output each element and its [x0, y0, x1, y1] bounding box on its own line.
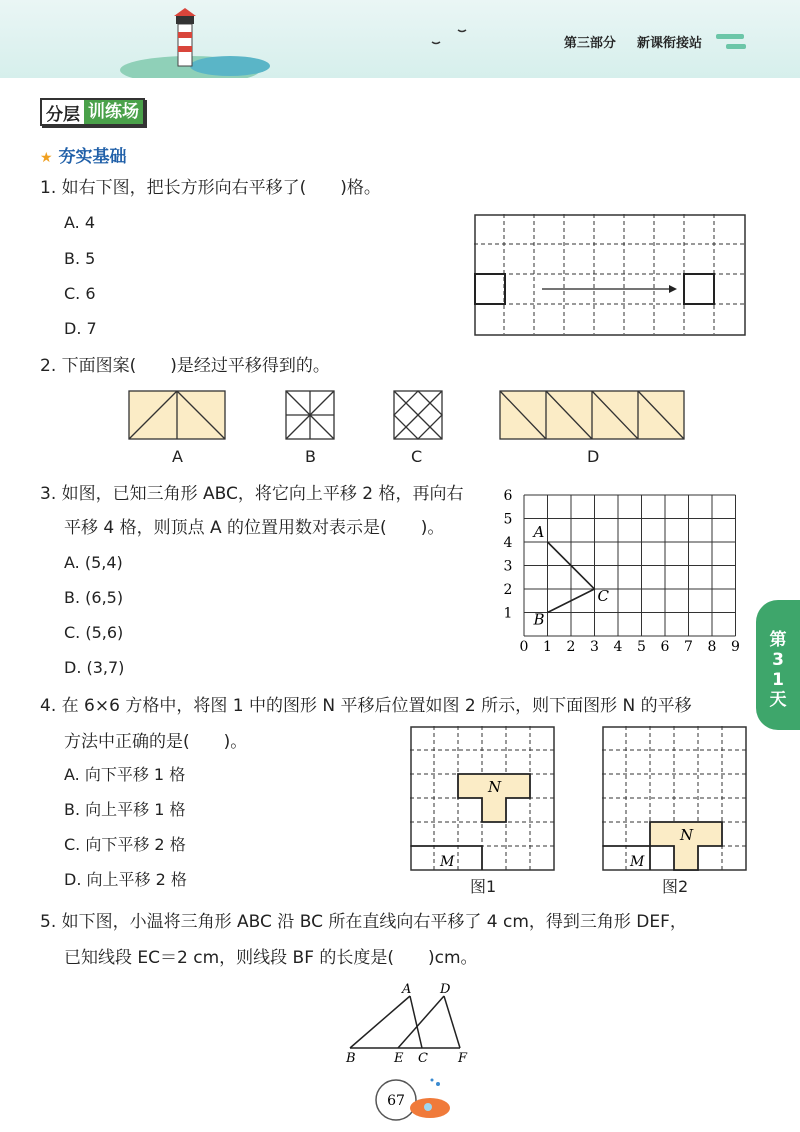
q1-option-a[interactable]: A. 4 — [64, 213, 96, 232]
x-tick-label: 6 — [660, 639, 670, 655]
pattern-d — [500, 391, 684, 439]
q1-option-c[interactable]: C. 6 — [64, 284, 96, 303]
q4-number: 4. — [40, 696, 57, 716]
q5-stem-1: 如下图，小温将三角形 ABC 沿 BC 所在直线向右平移了 4 cm，得到三角形 DEF， — [61, 912, 687, 932]
q3-text-line2: 平移 4 格，则顶点 A 的位置用数对表示是( )。 — [64, 518, 445, 538]
q2-text — [40, 354, 330, 378]
y-tick-label: 3 — [503, 558, 513, 575]
point-label-c: C — [597, 587, 609, 605]
fig2-caption: 图2 — [662, 877, 689, 896]
q2-label-b[interactable]: B — [305, 447, 316, 466]
q5-figure — [340, 982, 480, 1066]
q1-option-b[interactable]: B. 5 — [64, 249, 96, 268]
page-number-badge — [368, 1072, 458, 1126]
q4-option-c[interactable]: C. 向下平移 2 格 — [64, 835, 186, 854]
page-number: 67 — [387, 1093, 405, 1109]
badge-part1: 分层 — [46, 104, 80, 125]
q2-number: 2. — [40, 356, 57, 376]
q4-stem-1: 在 6×6 方格中，将图 1 中的图形 N 平移后位置如图 2 所示，则下面图形 N 的平移 — [61, 696, 692, 716]
y-tick-label: 6 — [503, 488, 513, 504]
q5-number: 5. — [40, 912, 57, 932]
y-tick-label: 5 — [503, 511, 513, 528]
q4-option-a[interactable]: A. 向下平移 1 格 — [64, 765, 186, 784]
pattern-b — [286, 391, 334, 439]
point-d: D — [440, 982, 451, 997]
q2-stem: 下面图案( )是经过平移得到的。 — [61, 356, 330, 376]
q3-option-a[interactable]: A. (5,4) — [64, 553, 123, 572]
q2-label-d[interactable]: D — [587, 447, 600, 466]
shape-m-label-fig1: M — [440, 854, 455, 870]
logo-icon — [716, 34, 746, 49]
q5-text-line2: 已知线段 EC＝2 cm，则线段 BF 的长度是( )cm。 — [64, 948, 478, 968]
shape-n-label-fig2: N — [680, 826, 694, 844]
q2-figures — [124, 386, 694, 446]
q3-option-b[interactable]: B. (6,5) — [64, 588, 124, 607]
x-tick-label: 9 — [731, 639, 740, 655]
q4-option-b[interactable]: B. 向上平移 1 格 — [64, 800, 186, 819]
point-label-b: B — [533, 610, 545, 629]
pattern-a — [129, 391, 225, 439]
bird-icon — [458, 30, 466, 32]
shape-m-label-fig2: M — [630, 854, 645, 870]
point-b: B — [346, 1051, 356, 1066]
shape-n-label-fig1: N — [488, 778, 502, 796]
q3-coordinate-grid — [500, 478, 750, 658]
x-tick-label: 3 — [590, 639, 599, 655]
y-tick-label: 4 — [503, 535, 513, 551]
fig1-caption: 图1 — [470, 877, 497, 896]
section-title-row — [40, 142, 126, 167]
q5-text-line1 — [40, 910, 687, 934]
day-tab-text: 第31天 — [769, 630, 787, 710]
point-c: C — [418, 1051, 428, 1066]
q1-stem: 如右下图，把长方形向右平移了( )格。 — [61, 178, 381, 198]
rect-moved — [684, 274, 714, 304]
q4-figure-2 — [602, 726, 748, 872]
x-tick-label: 0 — [519, 639, 529, 655]
x-tick-label: 8 — [707, 639, 717, 655]
x-tick-label: 1 — [543, 639, 552, 655]
header-section — [564, 32, 702, 51]
training-badge — [40, 98, 145, 126]
q4-text-line2: 方法中正确的是( )。 — [64, 732, 248, 752]
section-label: 第三部分 — [563, 36, 616, 51]
q2-label-c[interactable]: C — [411, 447, 423, 466]
y-tick-label: 1 — [503, 605, 513, 622]
star-icon: ★ — [40, 150, 53, 166]
q2-label-a[interactable]: A — [172, 447, 183, 466]
q3-option-c[interactable]: C. (5,6) — [64, 623, 124, 642]
point-a: A — [402, 982, 412, 997]
rect-original — [475, 274, 505, 304]
x-tick-label: 7 — [684, 639, 693, 655]
q1-grid-figure — [474, 214, 748, 336]
q4-text-line1 — [40, 694, 692, 718]
point-label-a: A — [533, 523, 545, 541]
q1-number: 1. — [40, 178, 57, 198]
bird-icon — [432, 42, 440, 44]
point-e: E — [394, 1051, 404, 1066]
q1-option-d[interactable]: D. 7 — [64, 319, 97, 338]
y-tick-label: 2 — [503, 582, 513, 598]
q3-text-line1 — [40, 482, 464, 506]
q1-text — [40, 176, 381, 200]
section-title: 新课衔接站 — [636, 36, 702, 51]
badge-part2: 训练场 — [84, 100, 143, 124]
q4-option-d[interactable]: D. 向上平移 2 格 — [64, 870, 187, 889]
q4-figure-1 — [410, 726, 556, 872]
pattern-c — [394, 391, 442, 439]
x-tick-label: 2 — [566, 639, 576, 655]
x-tick-label: 4 — [613, 639, 623, 655]
point-f: F — [458, 1051, 468, 1066]
q3-number: 3. — [40, 484, 57, 504]
x-tick-label: 5 — [637, 639, 646, 655]
q3-option-d[interactable]: D. (3,7) — [64, 658, 125, 677]
section-heading: 夯实基础 — [58, 147, 127, 167]
day-tab — [756, 600, 800, 730]
q3-stem-1: 如图，已知三角形 ABC，将它向上平移 2 格，再向右 — [61, 484, 464, 504]
